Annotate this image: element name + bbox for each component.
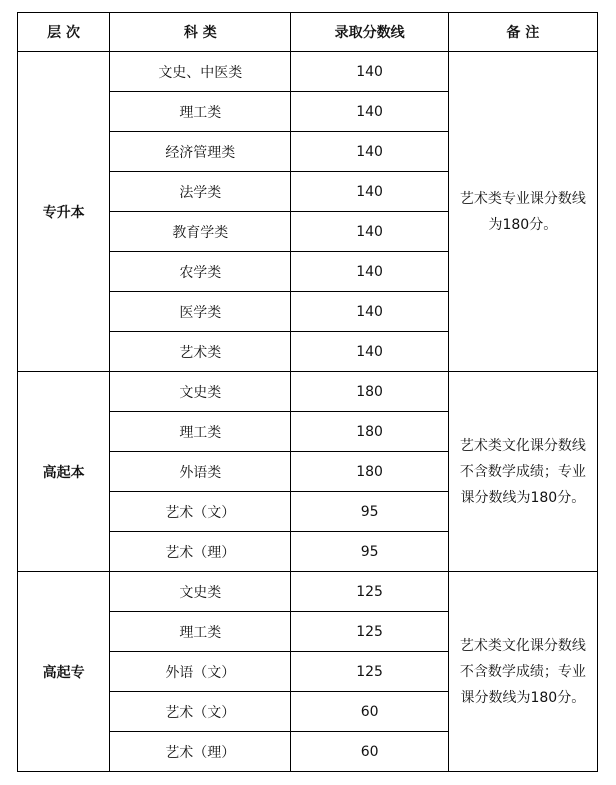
header-level: 层 次: [18, 13, 110, 52]
note-cell: [448, 572, 597, 772]
subject-cell: 农学类: [110, 252, 291, 292]
subject-cell: 医学类: [110, 292, 291, 332]
subject-cell: 教育学类: [110, 212, 291, 252]
score-cell: 140: [291, 172, 448, 212]
score-cell: 180: [291, 452, 448, 492]
table-body: [18, 52, 598, 772]
table-row: [18, 52, 598, 92]
subject-cell: 外语（文）: [110, 652, 291, 692]
score-cell: 60: [291, 732, 448, 772]
subject-cell: 外语类: [110, 452, 291, 492]
level-cell: 高起本: [18, 372, 110, 572]
score-cell: 140: [291, 52, 448, 92]
score-cell: 140: [291, 332, 448, 372]
score-cell: 60: [291, 692, 448, 732]
note-cell: [448, 372, 597, 572]
subject-cell: 艺术（理）: [110, 732, 291, 772]
score-cell: 125: [291, 612, 448, 652]
score-cell: 140: [291, 132, 448, 172]
score-cell: 95: [291, 492, 448, 532]
header-subject: 科 类: [110, 13, 291, 52]
subject-cell: 艺术（文）: [110, 692, 291, 732]
subject-cell: 法学类: [110, 172, 291, 212]
subject-cell: 理工类: [110, 412, 291, 452]
score-cell: 125: [291, 572, 448, 612]
score-cell: 95: [291, 532, 448, 572]
score-cell: 125: [291, 652, 448, 692]
subject-cell: 经济管理类: [110, 132, 291, 172]
table-row: [18, 572, 598, 612]
score-cell: 140: [291, 292, 448, 332]
note-text: 艺术类文化课分数线不含数学成绩；专业课分数线为180分。: [459, 437, 586, 506]
table-row: [18, 372, 598, 412]
note-text: 艺术类专业课分数线为180分。: [459, 190, 586, 233]
note-cell: [448, 52, 597, 372]
subject-cell: 文史、中医类: [110, 52, 291, 92]
subject-cell: 理工类: [110, 612, 291, 652]
level-cell: 专升本: [18, 52, 110, 372]
score-cell: 140: [291, 212, 448, 252]
subject-cell: 文史类: [110, 572, 291, 612]
note-text: 艺术类文化课分数线不含数学成绩；专业课分数线为180分。: [459, 637, 586, 706]
subject-cell: 艺术（理）: [110, 532, 291, 572]
header-score: 录取分数线: [291, 13, 448, 52]
subject-cell: 理工类: [110, 92, 291, 132]
subject-cell: 艺术（文）: [110, 492, 291, 532]
subject-cell: 艺术类: [110, 332, 291, 372]
level-cell: 高起专: [18, 572, 110, 772]
score-cell: 180: [291, 372, 448, 412]
score-cell: 140: [291, 92, 448, 132]
header-note: 备 注: [448, 13, 597, 52]
admission-score-table: [17, 12, 598, 772]
score-cell: 180: [291, 412, 448, 452]
table-header-row: [18, 13, 598, 52]
subject-cell: 文史类: [110, 372, 291, 412]
score-cell: 140: [291, 252, 448, 292]
